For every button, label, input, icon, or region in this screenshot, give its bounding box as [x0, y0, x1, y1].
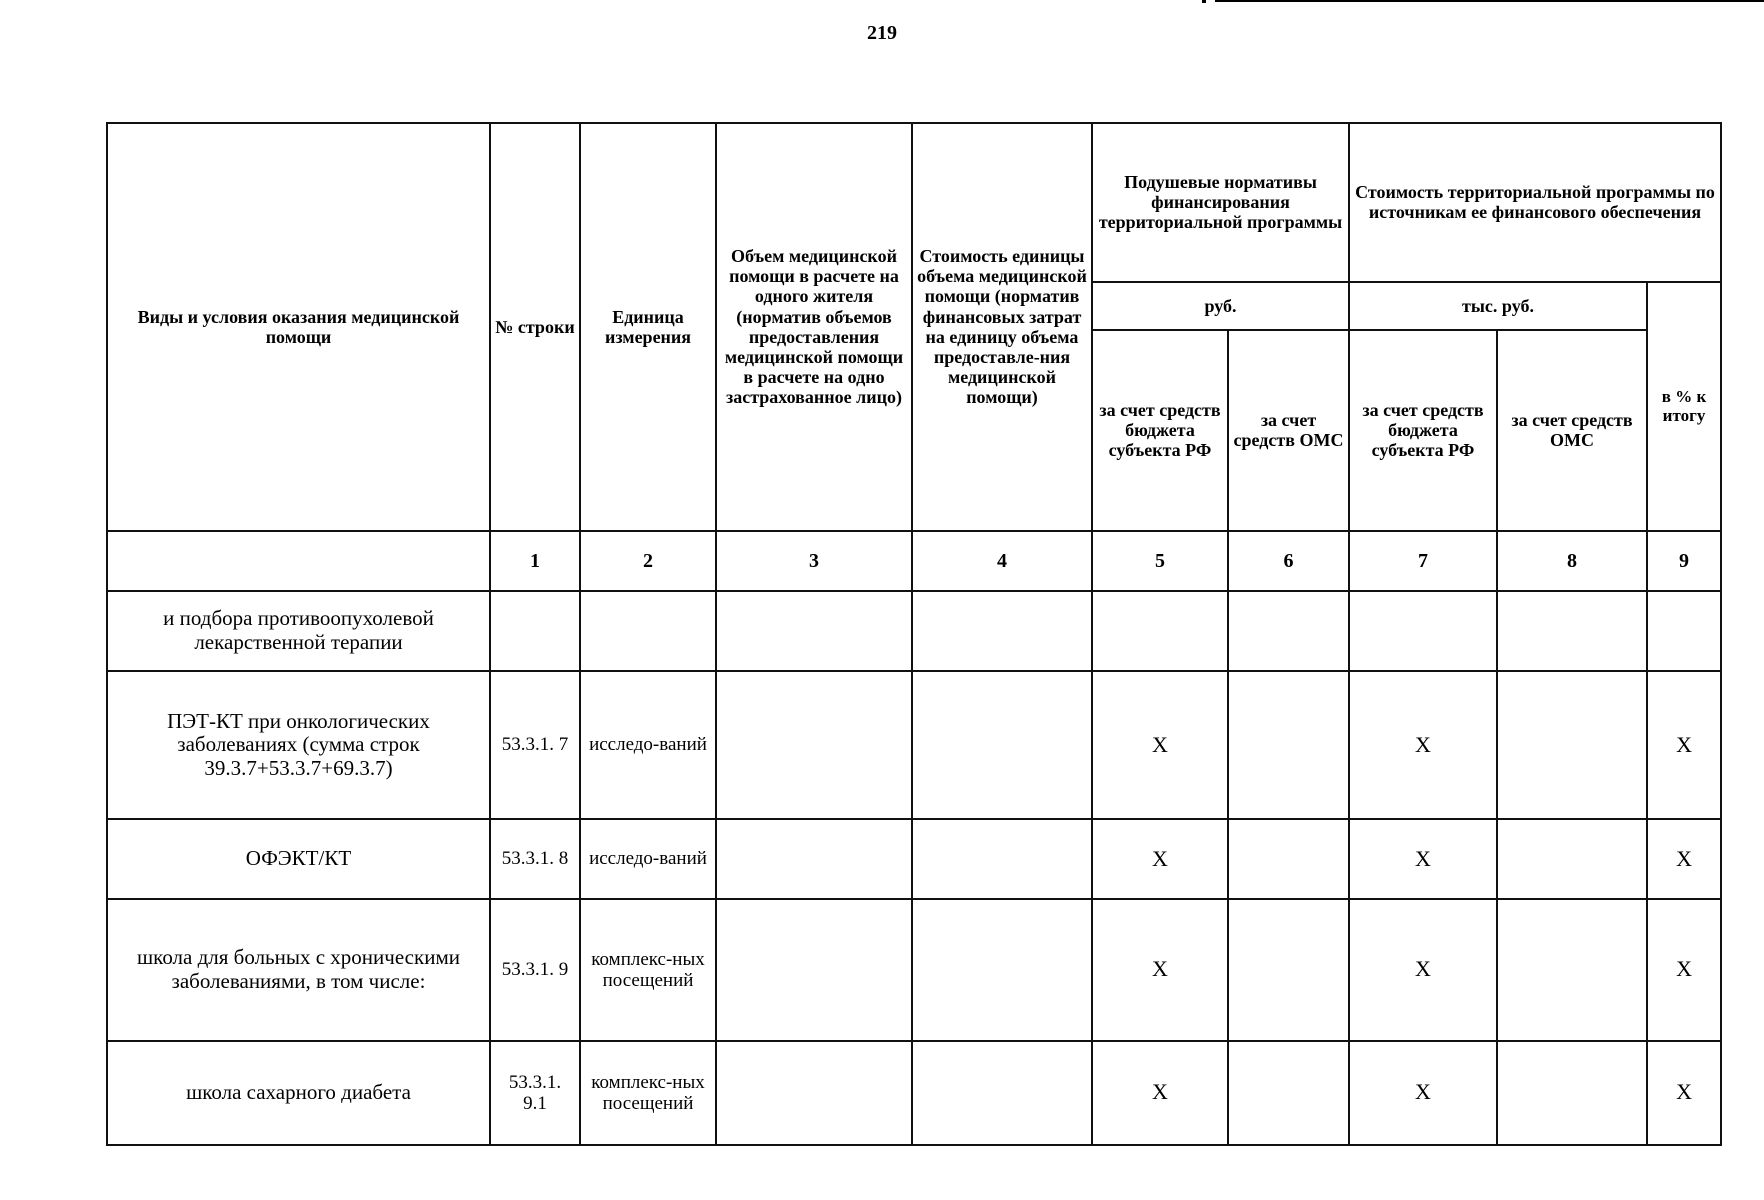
table-row: [107, 899, 1721, 1041]
cell-budget-rub: Х: [1092, 899, 1228, 1041]
cell-unit-cost: [912, 1041, 1092, 1145]
cell-percent: [1647, 591, 1721, 671]
cell-volume: [716, 899, 912, 1041]
header-unit-cost: Стоимость единицы объема медицинской помощи (норматив финансовых затрат на единицу объема предоставле-ния медицинской помощи): [912, 123, 1092, 531]
header-per-capita-group: Подушевые нормативы финансирования территориальной программы: [1092, 123, 1349, 282]
cell-unit-cost: [912, 819, 1092, 899]
column-number-row: [107, 531, 1721, 591]
cell-oms-thous: [1497, 591, 1647, 671]
header-percent-total: в % к итогу: [1647, 282, 1721, 531]
page-number: 219: [867, 22, 897, 44]
cell-oms-thous: [1497, 819, 1647, 899]
table-row: [107, 819, 1721, 899]
cell-volume: [716, 1041, 912, 1145]
row-unit: исследо-ваний: [580, 819, 716, 899]
header-thous-rub: тыс. руб.: [1349, 282, 1647, 330]
header-unit: Единица измерения: [580, 123, 716, 531]
top-edge-tick: [1202, 0, 1206, 3]
cell-percent: Х: [1647, 819, 1721, 899]
row-name: и подбора противоопухолевой лекарственной терапии: [107, 591, 490, 671]
table-row: [107, 591, 1721, 671]
column-number: 4: [912, 531, 1092, 591]
table-row: [107, 1041, 1721, 1145]
cell-oms-thous: [1497, 671, 1647, 819]
row-name: школа сахарного диабета: [107, 1041, 490, 1145]
cell-budget-rub: [1092, 591, 1228, 671]
cell-unit-cost: [912, 671, 1092, 819]
column-number: 3: [716, 531, 912, 591]
cell-percent: Х: [1647, 899, 1721, 1041]
header-name: Виды и условия оказания медицинской помощи: [107, 123, 490, 531]
cell-unit-cost: [912, 899, 1092, 1041]
row-unit: исследо-ваний: [580, 671, 716, 819]
header-budget-rf-2: за счет средств бюджета субъекта РФ: [1349, 330, 1497, 531]
row-unit: комплекс-ных посещений: [580, 899, 716, 1041]
column-number: 1: [490, 531, 580, 591]
cell-budget-thous: Х: [1349, 819, 1497, 899]
row-name: ПЭТ-КТ при онкологических заболеваниях (сумма строк 39.3.7+53.3.7+69.3.7): [107, 671, 490, 819]
column-number: [107, 531, 490, 591]
column-number: 8: [1497, 531, 1647, 591]
cell-percent: Х: [1647, 1041, 1721, 1145]
row-name: школа для больных с хроническими заболеваниями, в том числе:: [107, 899, 490, 1041]
row-unit: комплекс-ных посещений: [580, 1041, 716, 1145]
top-edge-line: [1215, 0, 1764, 2]
row-number: [490, 591, 580, 671]
cell-budget-thous: Х: [1349, 1041, 1497, 1145]
header-oms-2: за счет средств ОМС: [1497, 330, 1647, 531]
cell-budget-thous: [1349, 591, 1497, 671]
cell-budget-rub: Х: [1092, 819, 1228, 899]
cell-oms-rub: [1228, 591, 1349, 671]
cell-budget-thous: Х: [1349, 899, 1497, 1041]
column-number: 5: [1092, 531, 1228, 591]
column-number: 7: [1349, 531, 1497, 591]
row-number: 53.3.1. 9.1: [490, 1041, 580, 1145]
column-number: 6: [1228, 531, 1349, 591]
header-volume: Объем медицинской помощи в расчете на одного жителя (норматив объемов предоставления медицинской помощи в расчете на одно застрахованное лицо): [716, 123, 912, 531]
cell-unit-cost: [912, 591, 1092, 671]
header-oms: за счет средств ОМС: [1228, 330, 1349, 531]
row-number: 53.3.1. 7: [490, 671, 580, 819]
row-name: ОФЭКТ/КТ: [107, 819, 490, 899]
cell-oms-thous: [1497, 1041, 1647, 1145]
row-unit: [580, 591, 716, 671]
header-row-1: [107, 123, 1721, 282]
row-number: 53.3.1. 8: [490, 819, 580, 899]
cell-budget-rub: Х: [1092, 671, 1228, 819]
cell-oms-rub: [1228, 819, 1349, 899]
cell-budget-rub: Х: [1092, 1041, 1228, 1145]
table-row: [107, 671, 1721, 819]
row-number: 53.3.1. 9: [490, 899, 580, 1041]
column-number: 2: [580, 531, 716, 591]
cell-volume: [716, 671, 912, 819]
cell-budget-thous: Х: [1349, 671, 1497, 819]
column-number: 9: [1647, 531, 1721, 591]
header-budget-rf: за счет средств бюджета субъекта РФ: [1092, 330, 1228, 531]
cell-oms-rub: [1228, 1041, 1349, 1145]
cell-oms-thous: [1497, 899, 1647, 1041]
header-program-cost-group: Стоимость территориальной программы по источникам ее финансового обеспечения: [1349, 123, 1721, 282]
header-rub: руб.: [1092, 282, 1349, 330]
cell-oms-rub: [1228, 671, 1349, 819]
cell-percent: Х: [1647, 671, 1721, 819]
cell-volume: [716, 591, 912, 671]
financing-table: [106, 122, 1722, 1146]
cell-oms-rub: [1228, 899, 1349, 1041]
header-row-number: № строки: [490, 123, 580, 531]
cell-volume: [716, 819, 912, 899]
